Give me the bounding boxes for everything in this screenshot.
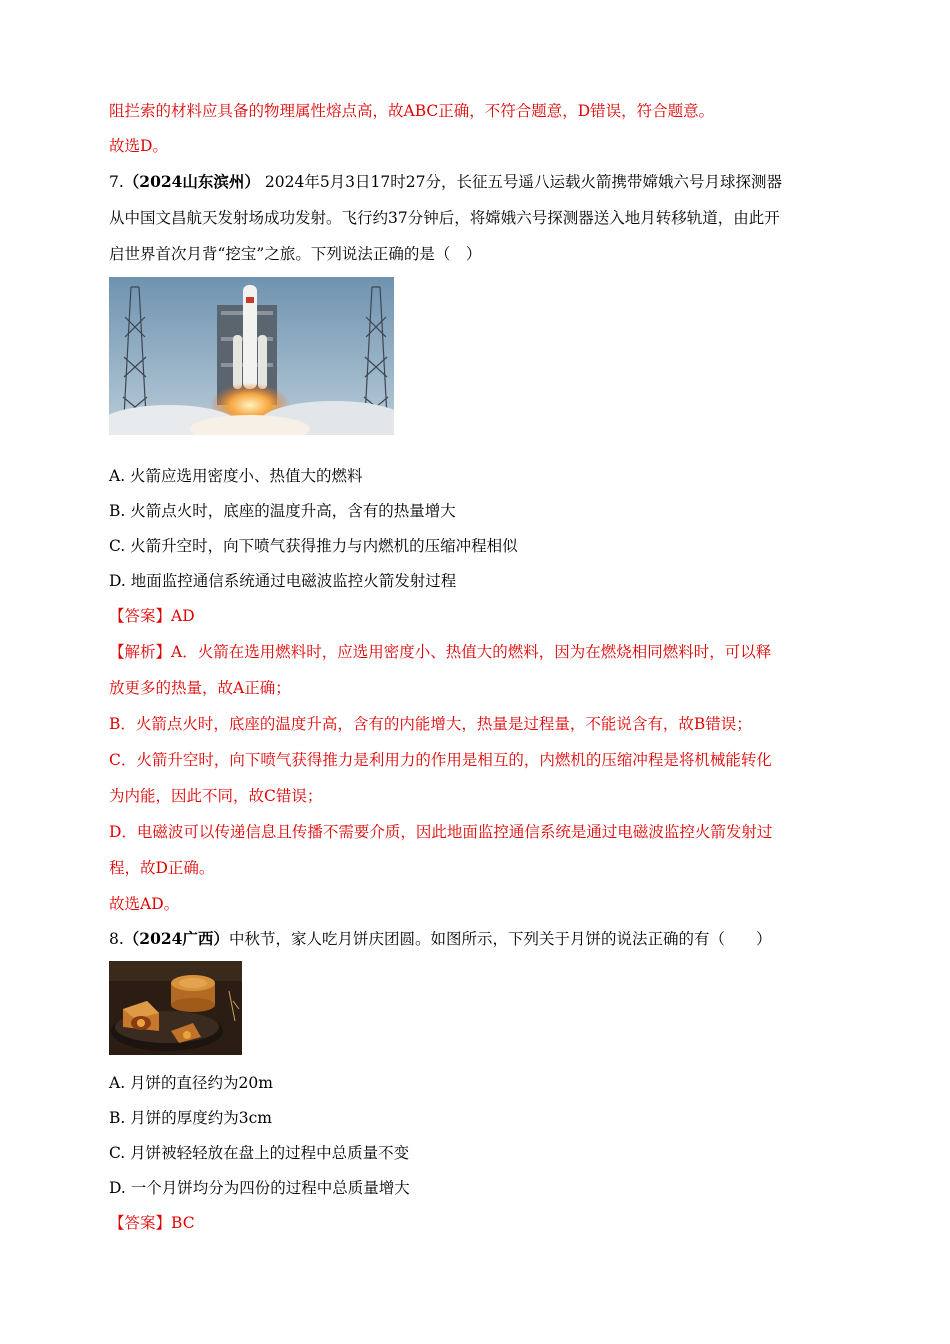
q7-answer-value: AD [171,607,195,625]
q7-analysis-line2: 放更多的热量，故A正确； [109,679,291,697]
q7-stem-line2: 从中国文昌航天发射场成功发射。飞行约37分钟后，将嫦娥六号探测器送入地月转移轨道，由此开 [109,209,780,227]
q8-option-d: D. 一个月饼均分为四份的过程中总质量增大 [109,1179,410,1197]
q7-stem-line1 [109,172,782,192]
q7-analysis-line3: B．火箭点火时，底座的温度升高，含有的内能增大，热量是过程量，不能说含有，故B错误； [109,715,752,733]
q7-number: 7. [109,173,124,191]
q7-option-b: B. 火箭点火时，底座的温度升高，含有的热量增大 [109,502,456,520]
q7-analysis-line4: C．火箭升空时，向下喷气获得推力是利用力的作用是相互的，内燃机的压缩冲程是将机械能转化 [109,751,772,769]
q7-answer [109,606,195,626]
q7-analysis-line5: 为内能，因此不同，故C错误； [109,787,323,805]
q8-option-c: C. 月饼被轻轻放在盘上的过程中总质量不变 [109,1144,410,1162]
prev-solution-line: 阻拦索的材料应具备的物理属性熔点高，故ABC正确，不符合题意，D错误，符合题意。 [109,102,715,120]
q8-answer-value: BC [171,1214,195,1232]
q7-analysis-line7: 程，故D正确。 [109,859,215,877]
q8-answer-label: 【答案】 [109,1214,172,1232]
q8-answer [109,1213,195,1233]
q8-stem [109,929,771,949]
q7-option-c: C. 火箭升空时，向下喷气获得推力与内燃机的压缩冲程相似 [109,537,518,555]
q7-stem-line3: 启世界首次月背“挖宝”之旅。下列说法正确的是（ ） [109,245,482,263]
q7-answer-label: 【答案】 [109,607,172,625]
q7-analysis-text: A．火箭在选用燃料时，应选用密度小、热值大的燃料，因为在燃烧相同燃料时，可以释 [171,643,772,661]
q7-option-a: A. 火箭应选用密度小、热值大的燃料 [109,467,363,485]
q7-analysis-line6: D．电磁波可以传递信息且传播不需要介质，因此地面监控通信系统是通过电磁波监控火箭发射过 [109,823,773,841]
rocket-launch-image [109,277,394,435]
mooncake-image [109,961,242,1055]
q7-stem-text: 2024年5月3日17时27分，长征五号遥八运载火箭携带嫦娥六号月球探测器 [264,173,782,191]
prev-solution-final: 故选D。 [109,137,168,155]
q7-analysis-line1 [109,642,771,662]
q8-stem-text: 中秋节，家人吃月饼庆团圆。如图所示，下列关于月饼的说法正确的有（ ） [228,930,772,948]
q8-source: （2024广西） [123,929,229,948]
q8-option-b: B. 月饼的厚度约为3cm [109,1109,272,1127]
q7-option-d: D. 地面监控通信系统通过电磁波监控火箭发射过程 [109,572,457,590]
q7-final: 故选AD。 [109,895,180,913]
q8-number: 8. [109,930,124,948]
q7-source: （2024山东滨州） [123,172,260,191]
q7-analysis-label: 【解析】 [109,643,172,661]
q8-option-a: A. 月饼的直径约为20m [109,1074,273,1092]
